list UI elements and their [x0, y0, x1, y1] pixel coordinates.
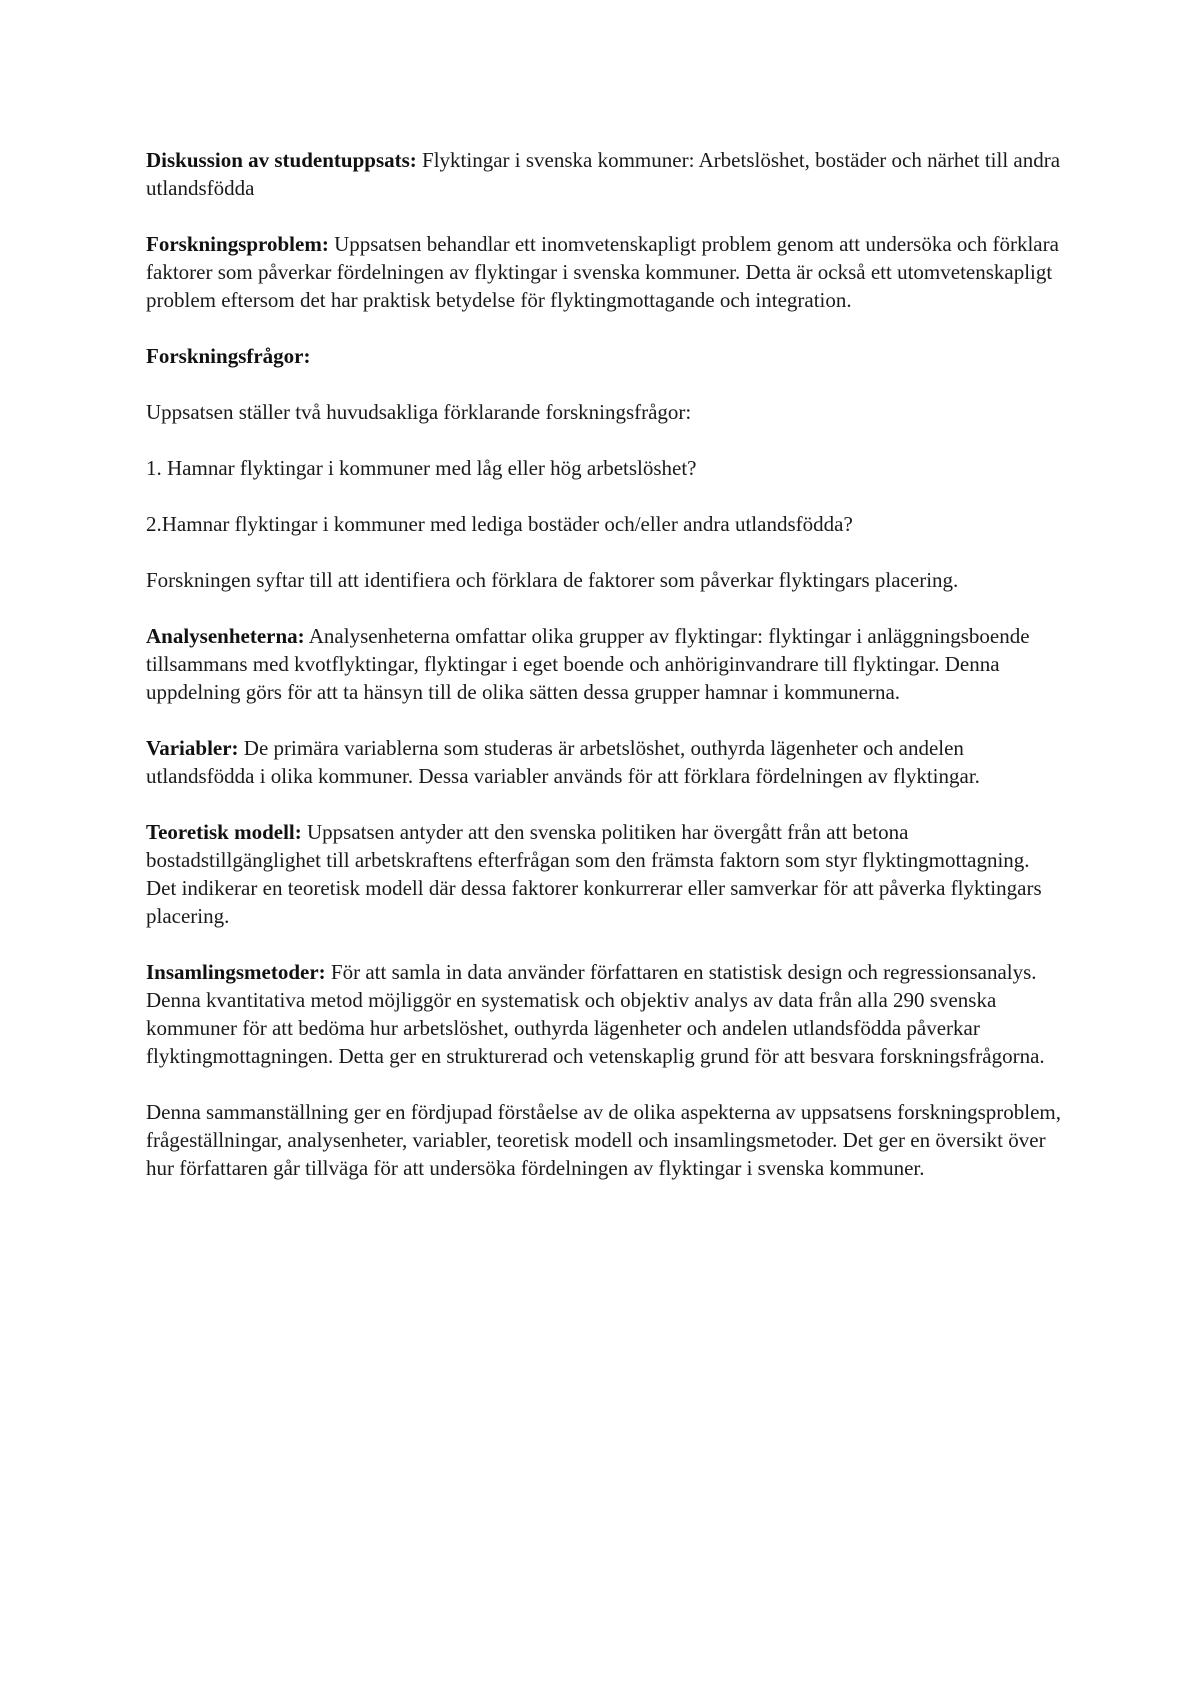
problem-label: Forskningsproblem: — [146, 232, 329, 256]
model-paragraph — [146, 818, 1061, 930]
units-label: Analysenheterna: — [146, 624, 305, 648]
question-2: 2.Hamnar flyktingar i kommuner med lediga bostäder och/eller andra utlandsfödda? — [146, 512, 853, 536]
research-aim: Forskningen syftar till att identifiera och förklara de faktorer som påverkar flyktingars placering. — [146, 568, 959, 592]
model-text: Uppsatsen antyder att den svenska politiken har övergått från att betona bostadstillgänglighet till arbetskraftens efterfrågan som den främsta faktorn som styr flyktingmottagning. Det indikerar en teoretisk modell där dessa faktorer konkurrerar eller samverkar för att påverka flyktingars placering. — [146, 820, 1042, 928]
units-paragraph — [146, 622, 1061, 706]
questions-intro: Uppsatsen ställer två huvudsakliga förklarande forskningsfrågor: — [146, 400, 692, 424]
document-body — [146, 146, 1061, 1210]
methods-text: För att samla in data använder författaren en statistisk design och regressionsanalys. Denna kvantitativa metod möjliggör en systematisk och objektiv analys av data från alla 290 svenska kommuner för att bedöma hur arbetslöshet, outhyrda lägenheter och andelen utlandsfödda påverkar flyktingmottagningen. Detta ger en strukturerad och vetenskaplig grund för att besvara forskningsfrågorna. — [146, 960, 1045, 1068]
intro-label: Diskussion av studentuppsats: — [146, 148, 417, 172]
units-text: Analysenheterna omfattar olika grupper av flyktingar: flyktingar i anläggningsboende tillsammans med kvotflyktingar, flyktingar i eget boende och anhöriginvandrare till flyktingar. Denna uppdelning görs för att ta hänsyn till de olika sätten dessa grupper hamnar i kommunerna. — [146, 624, 1030, 704]
model-label: Teoretisk modell: — [146, 820, 302, 844]
methods-label: Insamlingsmetoder: — [146, 960, 326, 984]
question-1: 1. Hamnar flyktingar i kommuner med låg eller hög arbetslöshet? — [146, 456, 697, 480]
variables-paragraph — [146, 734, 1061, 790]
variables-text: De primära variablerna som studeras är arbetslöshet, outhyrda lägenheter och andelen utlandsfödda i olika kommuner. Dessa variabler används för att förklara fördelningen av flyktingar. — [146, 736, 980, 788]
intro-text: Flyktingar i svenska kommuner: Arbetslöshet, bostäder och närhet till andra utlandsfödda — [146, 148, 1061, 200]
questions-heading-label: Forskningsfrågor: — [146, 344, 311, 368]
methods-paragraph — [146, 958, 1061, 1070]
problem-paragraph — [146, 230, 1061, 314]
intro-paragraph — [146, 146, 1061, 202]
summary-paragraph: Denna sammanställning ger en fördjupad förståelse av de olika aspekterna av uppsatsens forskningsproblem, frågeställningar, analysenheter, variabler, teoretisk modell och insamlingsmetoder. Det ger en översikt över hur författaren går tillväga för att undersöka fördelningen av flyktingar i svenska kommuner. — [146, 1100, 1061, 1180]
questions-heading — [146, 342, 1061, 370]
variables-label: Variabler: — [146, 736, 239, 760]
problem-text: Uppsatsen behandlar ett inomvetenskapligt problem genom att undersöka och förklara faktorer som påverkar fördelningen av flyktingar i svenska kommuner. Detta är också ett utomvetenskapligt problem eftersom det har praktisk betydelse för flyktingmottagande och integration. — [146, 232, 1059, 312]
